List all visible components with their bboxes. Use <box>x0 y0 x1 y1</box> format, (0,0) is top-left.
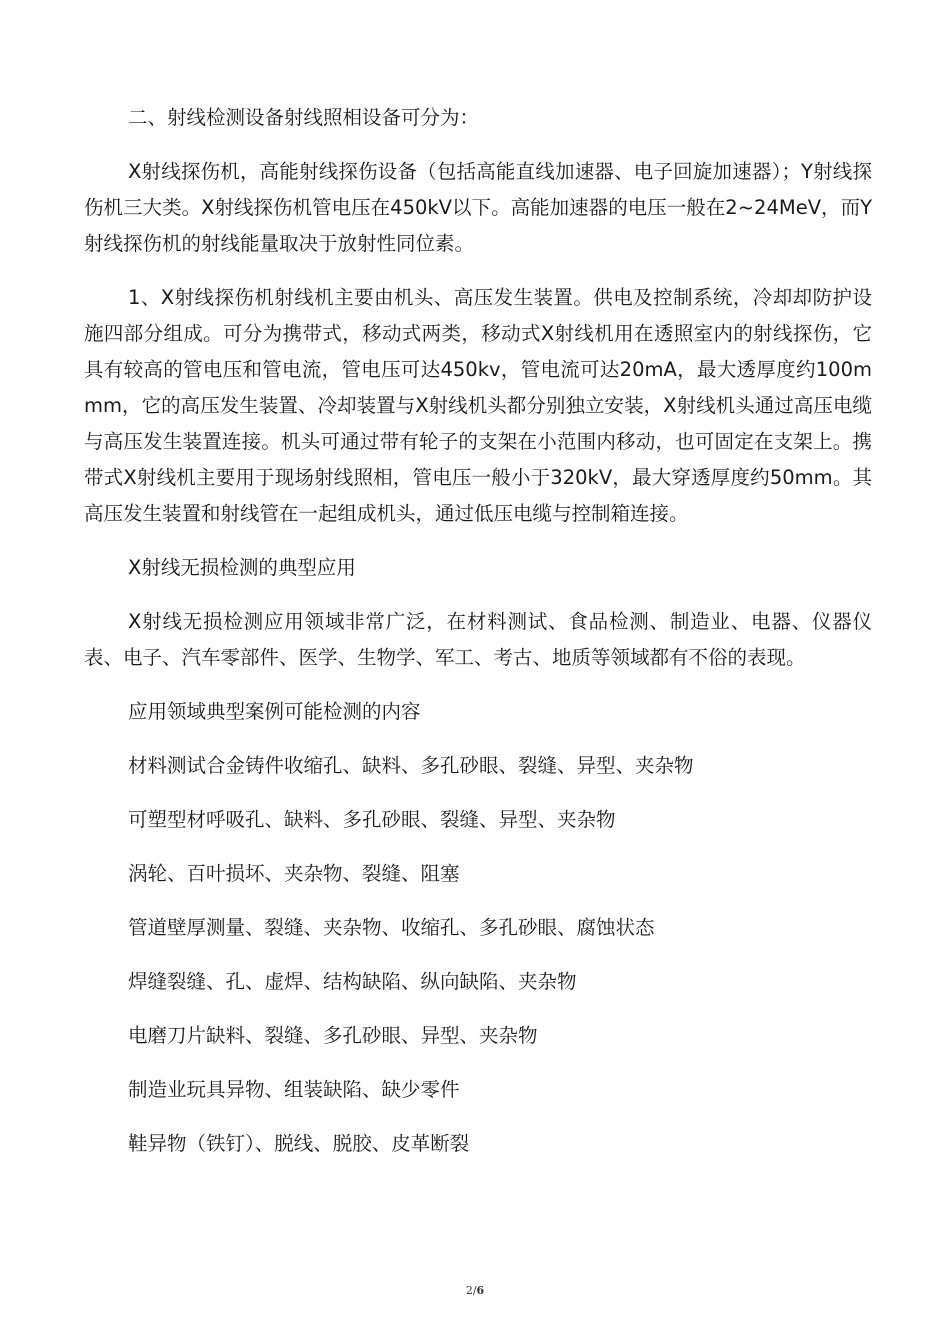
paragraph-table-header: 应用领域典型案例可能检测的内容 <box>128 700 421 723</box>
document-body <box>84 100 872 1180</box>
list-item: 材料测试合金铸件收缩孔、缺料、多孔砂眼、裂缝、异型、夹杂物 <box>128 754 694 777</box>
list-item: 制造业玩具异物、组装缺陷、缺少零件 <box>128 1078 460 1101</box>
page-separator: / <box>472 1284 477 1297</box>
paragraph-equipment-types: X射线探伤机，高能射线探伤设备（包括高能直线加速器、电子回旋加速器）；Y射线探伤机三大类。X射线探伤机管电压在450kV以下。高能加速器的电压一般在2~24MeV，而Y射线探伤机的射线能量取决于放射性同位素。 <box>84 160 872 255</box>
list-item: 鞋异物（铁钉）、脱线、脱胶、皮革断裂 <box>128 1132 470 1155</box>
paragraph-section-heading: 二、射线检测设备射线照相设备可分为： <box>128 106 480 129</box>
list-item: 可塑型材呼吸孔、缺料、多孔砂眼、裂缝、异型、夹杂物 <box>128 808 616 831</box>
page-current: 2 <box>465 1284 473 1297</box>
paragraph-applications-heading: X射线无损检测的典型应用 <box>128 556 356 579</box>
list-item: 电磨刀片缺料、裂缝、多孔砂眼、异型、夹杂物 <box>128 1024 538 1047</box>
list-item: 焊缝裂缝、孔、虚焊、结构缺陷、纵向缺陷、夹杂物 <box>128 970 577 993</box>
list-item: 管道壁厚测量、裂缝、夹杂物、收缩孔、多孔砂眼、腐蚀状态 <box>128 916 655 939</box>
page-number <box>0 1284 950 1297</box>
paragraph-applications-intro: X射线无损检测应用领域非常广泛，在材料测试、食品检测、制造业、电器、仪器仪表、电子、汽车零部件、医学、生物学、军工、考古、地质等领域都有不俗的表现。 <box>84 610 872 669</box>
page-total: 6 <box>476 1284 485 1297</box>
list-item: 涡轮、百叶损坏、夹杂物、裂缝、阻塞 <box>128 862 460 885</box>
paragraph-xray-machine: 1、X射线探伤机射线机主要由机头、高压发生装置。供电及控制系统，冷却却防护设施四部分组成。可分为携带式，移动式两类，移动式X射线机用在透照室内的射线探伤，它具有较高的管电压和管电流，管电压可达450kv，管电流可达20mA，最大透厚度约100mmm，它的高压发生装置、冷却装置与X射线机头都分别独立安装，X射线机头通过高压电缆与高压发生装置连接。机头可通过带有轮子的支架在小范围内移动，也可固定在支架上。携带式X射线机主要用于现场射线照相，管电压一般小于320kV，最大穿透厚度约50mm。其高压发生装置和射线管在一起组成机头，通过低压电缆与控制箱连接。 <box>84 286 872 525</box>
